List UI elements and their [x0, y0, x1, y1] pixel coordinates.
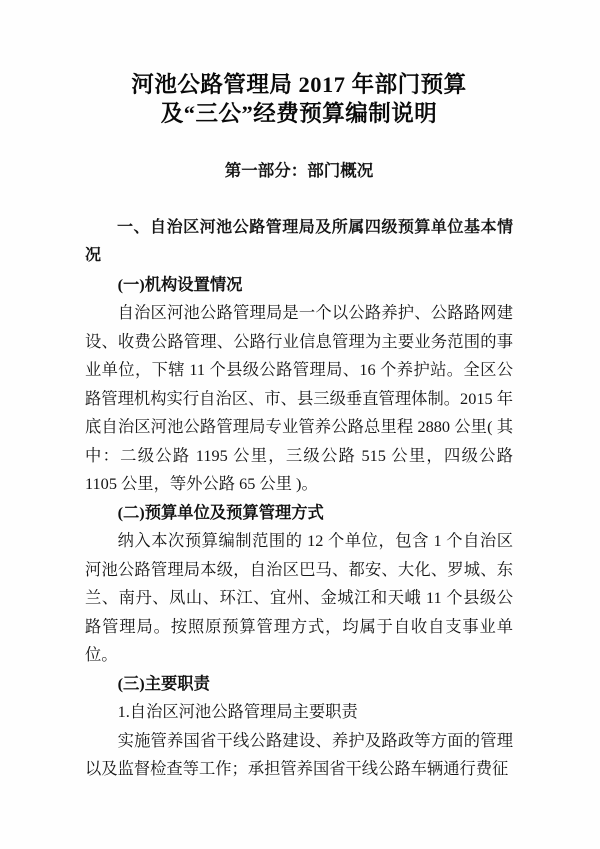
subsection-heading-organization-setup: (一)机构设置情况	[117, 274, 243, 294]
document-title	[85, 71, 513, 128]
subsection-heading-main-duties: (三)主要职责	[117, 673, 210, 693]
document-title-line-2: 及“三公”经费预算编制说明	[160, 100, 438, 126]
section-heading-basic-info: 一、自治区河池公路管理局及所属四级预算单位基本情况	[85, 218, 513, 264]
paragraph-organization-setup: 自治区河池公路管理局是一个以公路养护、公路路网建设、收费公路管理、公路行业信息管理为主要业务范围的事业单位，下辖 11 个县级公路管理局、16 个养护站。全区公路管理机构实行自治区、市、县三级垂直管理体制。2015 年底自治区河池公路管理局专业管养公路总里程 2880 公里( 其中：二级公路 1195 公里，三级公路 515 公里，四级公路 1105 公里，等外公路 65 公里 )。	[85, 303, 513, 493]
numbered-item-bureau-main-duties: 1.自治区河池公路管理局主要职责	[117, 702, 358, 721]
paragraph-main-duties: 实施管养国省干线公路建设、养护及路政等方面的管理以及监督检查等工作；承担管养国省干线公路车辆通行费征	[85, 730, 513, 778]
part-heading: 第一部分：部门概况	[224, 161, 374, 180]
document-title-line-1: 河池公路管理局 2017 年部门预算	[131, 72, 467, 97]
paragraph-budget-units: 纳入本次预算编制范围的 12 个单位，包含 1 个自治区河池公路管理局本级，自治区巴马、都安、大化、罗城、东兰、南丹、凤山、环江、宜州、金城江和天峨 11 个县级公路管理局。按照原预算管理方式，均属于自收自支事业单位。	[85, 531, 513, 664]
subsection-heading-budget-units: (二)预算单位及预算管理方式	[117, 502, 324, 522]
